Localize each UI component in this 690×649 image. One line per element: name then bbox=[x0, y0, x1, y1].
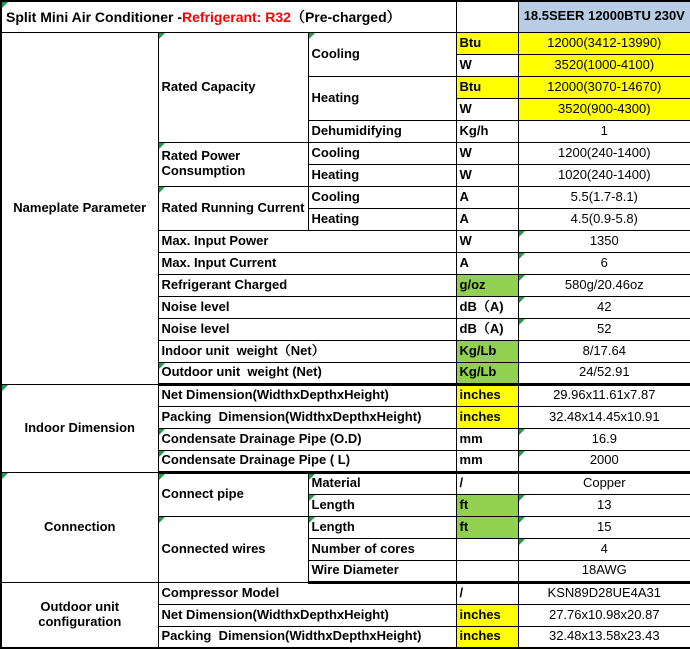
unit-cell: W bbox=[456, 54, 518, 76]
label-cooling bbox=[308, 32, 456, 76]
label-text: Rated Running Current bbox=[161, 199, 305, 215]
comment-marker-icon bbox=[309, 495, 315, 501]
comment-marker-icon bbox=[519, 231, 525, 237]
label-connect-pipe bbox=[158, 472, 308, 516]
value-cell bbox=[518, 318, 690, 340]
section-outdoor-unit-configuration: Outdoor unit configuration bbox=[1, 582, 158, 648]
label-refrigerant-charged: Refrigerant Charged bbox=[158, 274, 456, 296]
comment-marker-icon bbox=[159, 474, 165, 480]
label-max-input-power: Max. Input Power bbox=[158, 230, 456, 252]
label-condensate-pipe-l bbox=[158, 450, 456, 472]
value-cell: 32.48x14.45x10.91 bbox=[518, 406, 690, 428]
value-cell: 3520(1000-4100) bbox=[518, 54, 690, 76]
unit-cell: ft bbox=[456, 516, 518, 538]
value-cell: 4.5(0.9-5.8) bbox=[518, 208, 690, 230]
unit-cell: Kg/Lb bbox=[456, 340, 518, 362]
section-nameplate-parameter: Nameplate Parameter bbox=[1, 32, 158, 384]
unit-cell: W bbox=[456, 230, 518, 252]
label-text: Length bbox=[311, 496, 355, 512]
value-cell: 27.76x10.98x20.87 bbox=[518, 604, 690, 626]
label-wire-diameter: Wire Diameter bbox=[308, 560, 456, 582]
value-text: 15 bbox=[597, 518, 612, 534]
label-dehumidifying: Dehumidifying bbox=[308, 120, 456, 142]
unit-cell: inches bbox=[456, 406, 518, 428]
table-header-row bbox=[1, 1, 690, 32]
section-indoor-dimension bbox=[1, 384, 158, 472]
comment-marker-icon bbox=[519, 495, 525, 501]
label-length bbox=[308, 516, 456, 538]
label-text: Rated Capacity bbox=[161, 78, 256, 94]
header-empty-cell bbox=[456, 1, 518, 32]
label-text: Condensate Drainage Pipe (O.D) bbox=[161, 430, 362, 446]
unit-cell: dB（A) bbox=[456, 296, 518, 318]
comment-marker-icon bbox=[519, 517, 525, 523]
label-indoor-unit-weight: Indoor unit weight（Net） bbox=[158, 340, 456, 362]
label-text: Material bbox=[311, 475, 361, 491]
value-text: 580g/20.46oz bbox=[564, 276, 644, 292]
title-precharged-text: （Pre-charged） bbox=[290, 8, 401, 25]
comment-marker-icon bbox=[519, 253, 525, 259]
unit-cell: ft bbox=[456, 494, 518, 516]
label-packing-dimension-indoor: Packing Dimension(WidthxDepthxHeight) bbox=[158, 406, 456, 428]
unit-cell: Kg/h bbox=[456, 120, 518, 142]
unit-cell: A bbox=[456, 252, 518, 274]
unit-cell: Btu bbox=[456, 76, 518, 98]
comment-marker-icon bbox=[2, 2, 8, 8]
unit-cell: inches bbox=[456, 384, 518, 406]
unit-cell: / bbox=[456, 582, 518, 604]
comment-marker-icon bbox=[519, 429, 525, 435]
value-text: 13 bbox=[597, 496, 612, 512]
label-text: Connected wires bbox=[161, 540, 266, 556]
label-rated-capacity bbox=[158, 32, 308, 142]
section-connection bbox=[1, 472, 158, 582]
value-cell: 1200(240-1400) bbox=[518, 142, 690, 164]
label-heating: Heating bbox=[308, 76, 456, 120]
unit-cell: A bbox=[456, 208, 518, 230]
value-cell: 12000(3070-14670) bbox=[518, 76, 690, 98]
table-row bbox=[1, 582, 690, 604]
label-cooling: Cooling bbox=[308, 142, 456, 164]
label-compressor-model: Compressor Model bbox=[158, 582, 456, 604]
value-cell: Copper bbox=[518, 472, 690, 494]
value-cell: 18AWG bbox=[518, 560, 690, 582]
label-heating: Heating bbox=[308, 164, 456, 186]
label-cooling: Cooling bbox=[308, 186, 456, 208]
label-text: Cooling bbox=[311, 45, 360, 61]
table-row bbox=[1, 472, 690, 494]
label-text: Condensate Drainage Pipe ( L) bbox=[161, 452, 351, 468]
label-packing-dimension-outdoor: Packing Dimension(WidthxDepthxHeight) bbox=[158, 626, 456, 648]
label-connected-wires bbox=[158, 516, 308, 582]
page-title bbox=[1, 1, 456, 32]
unit-cell: A bbox=[456, 186, 518, 208]
comment-marker-icon bbox=[159, 451, 165, 457]
label-rated-power-consumption bbox=[158, 142, 308, 186]
comment-marker-icon bbox=[159, 187, 165, 193]
value-cell: 32.48x13.58x23.43 bbox=[518, 626, 690, 648]
value-cell bbox=[518, 494, 690, 516]
unit-cell bbox=[456, 560, 518, 582]
value-cell bbox=[518, 296, 690, 318]
unit-cell: mm bbox=[456, 450, 518, 472]
unit-cell: W bbox=[456, 98, 518, 120]
table-row bbox=[1, 384, 690, 406]
value-cell bbox=[518, 538, 690, 560]
value-cell: 1020(240-1400) bbox=[518, 164, 690, 186]
comment-marker-icon bbox=[159, 429, 165, 435]
value-text: 4 bbox=[600, 540, 608, 556]
value-cell bbox=[518, 252, 690, 274]
value-cell: 29.96x11.61x7.87 bbox=[518, 384, 690, 406]
value-text: 16.9 bbox=[591, 430, 617, 446]
comment-marker-icon bbox=[519, 539, 525, 545]
value-text: 1350 bbox=[589, 232, 619, 248]
value-cell bbox=[518, 230, 690, 252]
unit-cell: dB（A) bbox=[456, 318, 518, 340]
comment-marker-icon bbox=[309, 517, 315, 523]
table-row bbox=[1, 32, 690, 54]
value-cell: 12000(3412-13990) bbox=[518, 32, 690, 54]
comment-marker-icon bbox=[159, 33, 165, 39]
value-cell bbox=[518, 516, 690, 538]
label-length bbox=[308, 494, 456, 516]
title-text: Split Mini Air Conditioner - bbox=[6, 8, 183, 25]
value-text: 42 bbox=[597, 298, 612, 314]
comment-marker-icon bbox=[159, 143, 165, 149]
label-text: Length bbox=[311, 518, 355, 534]
label-noise-level-outdoor: Noise level bbox=[158, 318, 456, 340]
value-cell: 8/17.64 bbox=[518, 340, 690, 362]
unit-cell: mm bbox=[456, 428, 518, 450]
value-cell: KSN89D28UE4A31 bbox=[518, 582, 690, 604]
model-badge: 18.5SEER 12000BTU 230V bbox=[518, 1, 690, 32]
unit-cell: inches bbox=[456, 604, 518, 626]
label-noise-level-indoor: Noise level bbox=[158, 296, 456, 318]
value-text: 52 bbox=[597, 320, 612, 336]
comment-marker-icon bbox=[159, 363, 165, 369]
unit-cell: / bbox=[456, 472, 518, 494]
comment-marker-icon bbox=[519, 451, 525, 457]
unit-cell: g/oz bbox=[456, 274, 518, 296]
label-text: Rated Power Consumption bbox=[161, 148, 246, 178]
comment-marker-icon bbox=[519, 275, 525, 281]
label-outdoor-unit-weight bbox=[158, 362, 456, 384]
section-text: Connection bbox=[44, 518, 116, 534]
unit-cell: W bbox=[456, 164, 518, 186]
label-rated-running-current bbox=[158, 186, 308, 230]
comment-marker-icon bbox=[159, 517, 165, 523]
label-number-of-cores: Number of cores bbox=[308, 538, 456, 560]
value-text: 2000 bbox=[589, 452, 619, 468]
unit-cell: inches bbox=[456, 626, 518, 648]
unit-cell: Btu bbox=[456, 32, 518, 54]
label-net-dimension-indoor: Net Dimension(WidthxDepthxHeight) bbox=[158, 384, 456, 406]
label-text: Connect pipe bbox=[161, 486, 244, 502]
value-cell bbox=[518, 428, 690, 450]
unit-cell: W bbox=[456, 142, 518, 164]
label-condensate-pipe-od bbox=[158, 428, 456, 450]
value-cell: 5.5(1.7-8.1) bbox=[518, 186, 690, 208]
value-cell: 24/52.91 bbox=[518, 362, 690, 384]
label-max-input-current: Max. Input Current bbox=[158, 252, 456, 274]
comment-marker-icon bbox=[2, 385, 8, 391]
title-refrigerant-text: Refrigerant: R32 bbox=[182, 8, 291, 25]
unit-cell: Kg/Lb bbox=[456, 362, 518, 384]
value-text: 6 bbox=[600, 254, 608, 270]
label-heating: Heating bbox=[308, 208, 456, 230]
value-cell: 3520(900-4300) bbox=[518, 98, 690, 120]
label-material bbox=[308, 472, 456, 494]
comment-marker-icon bbox=[519, 319, 525, 325]
comment-marker-icon bbox=[309, 33, 315, 39]
unit-cell bbox=[456, 538, 518, 560]
value-cell bbox=[518, 450, 690, 472]
section-text: Indoor Dimension bbox=[24, 419, 135, 435]
label-text: Outdoor unit weight (Net) bbox=[161, 364, 322, 380]
value-cell bbox=[518, 274, 690, 296]
comment-marker-icon bbox=[309, 474, 315, 480]
comment-marker-icon bbox=[2, 473, 8, 479]
value-cell: 1 bbox=[518, 120, 690, 142]
label-net-dimension-outdoor: Net Dimension(WidthxDepthxHeight) bbox=[158, 604, 456, 626]
comment-marker-icon bbox=[519, 297, 525, 303]
